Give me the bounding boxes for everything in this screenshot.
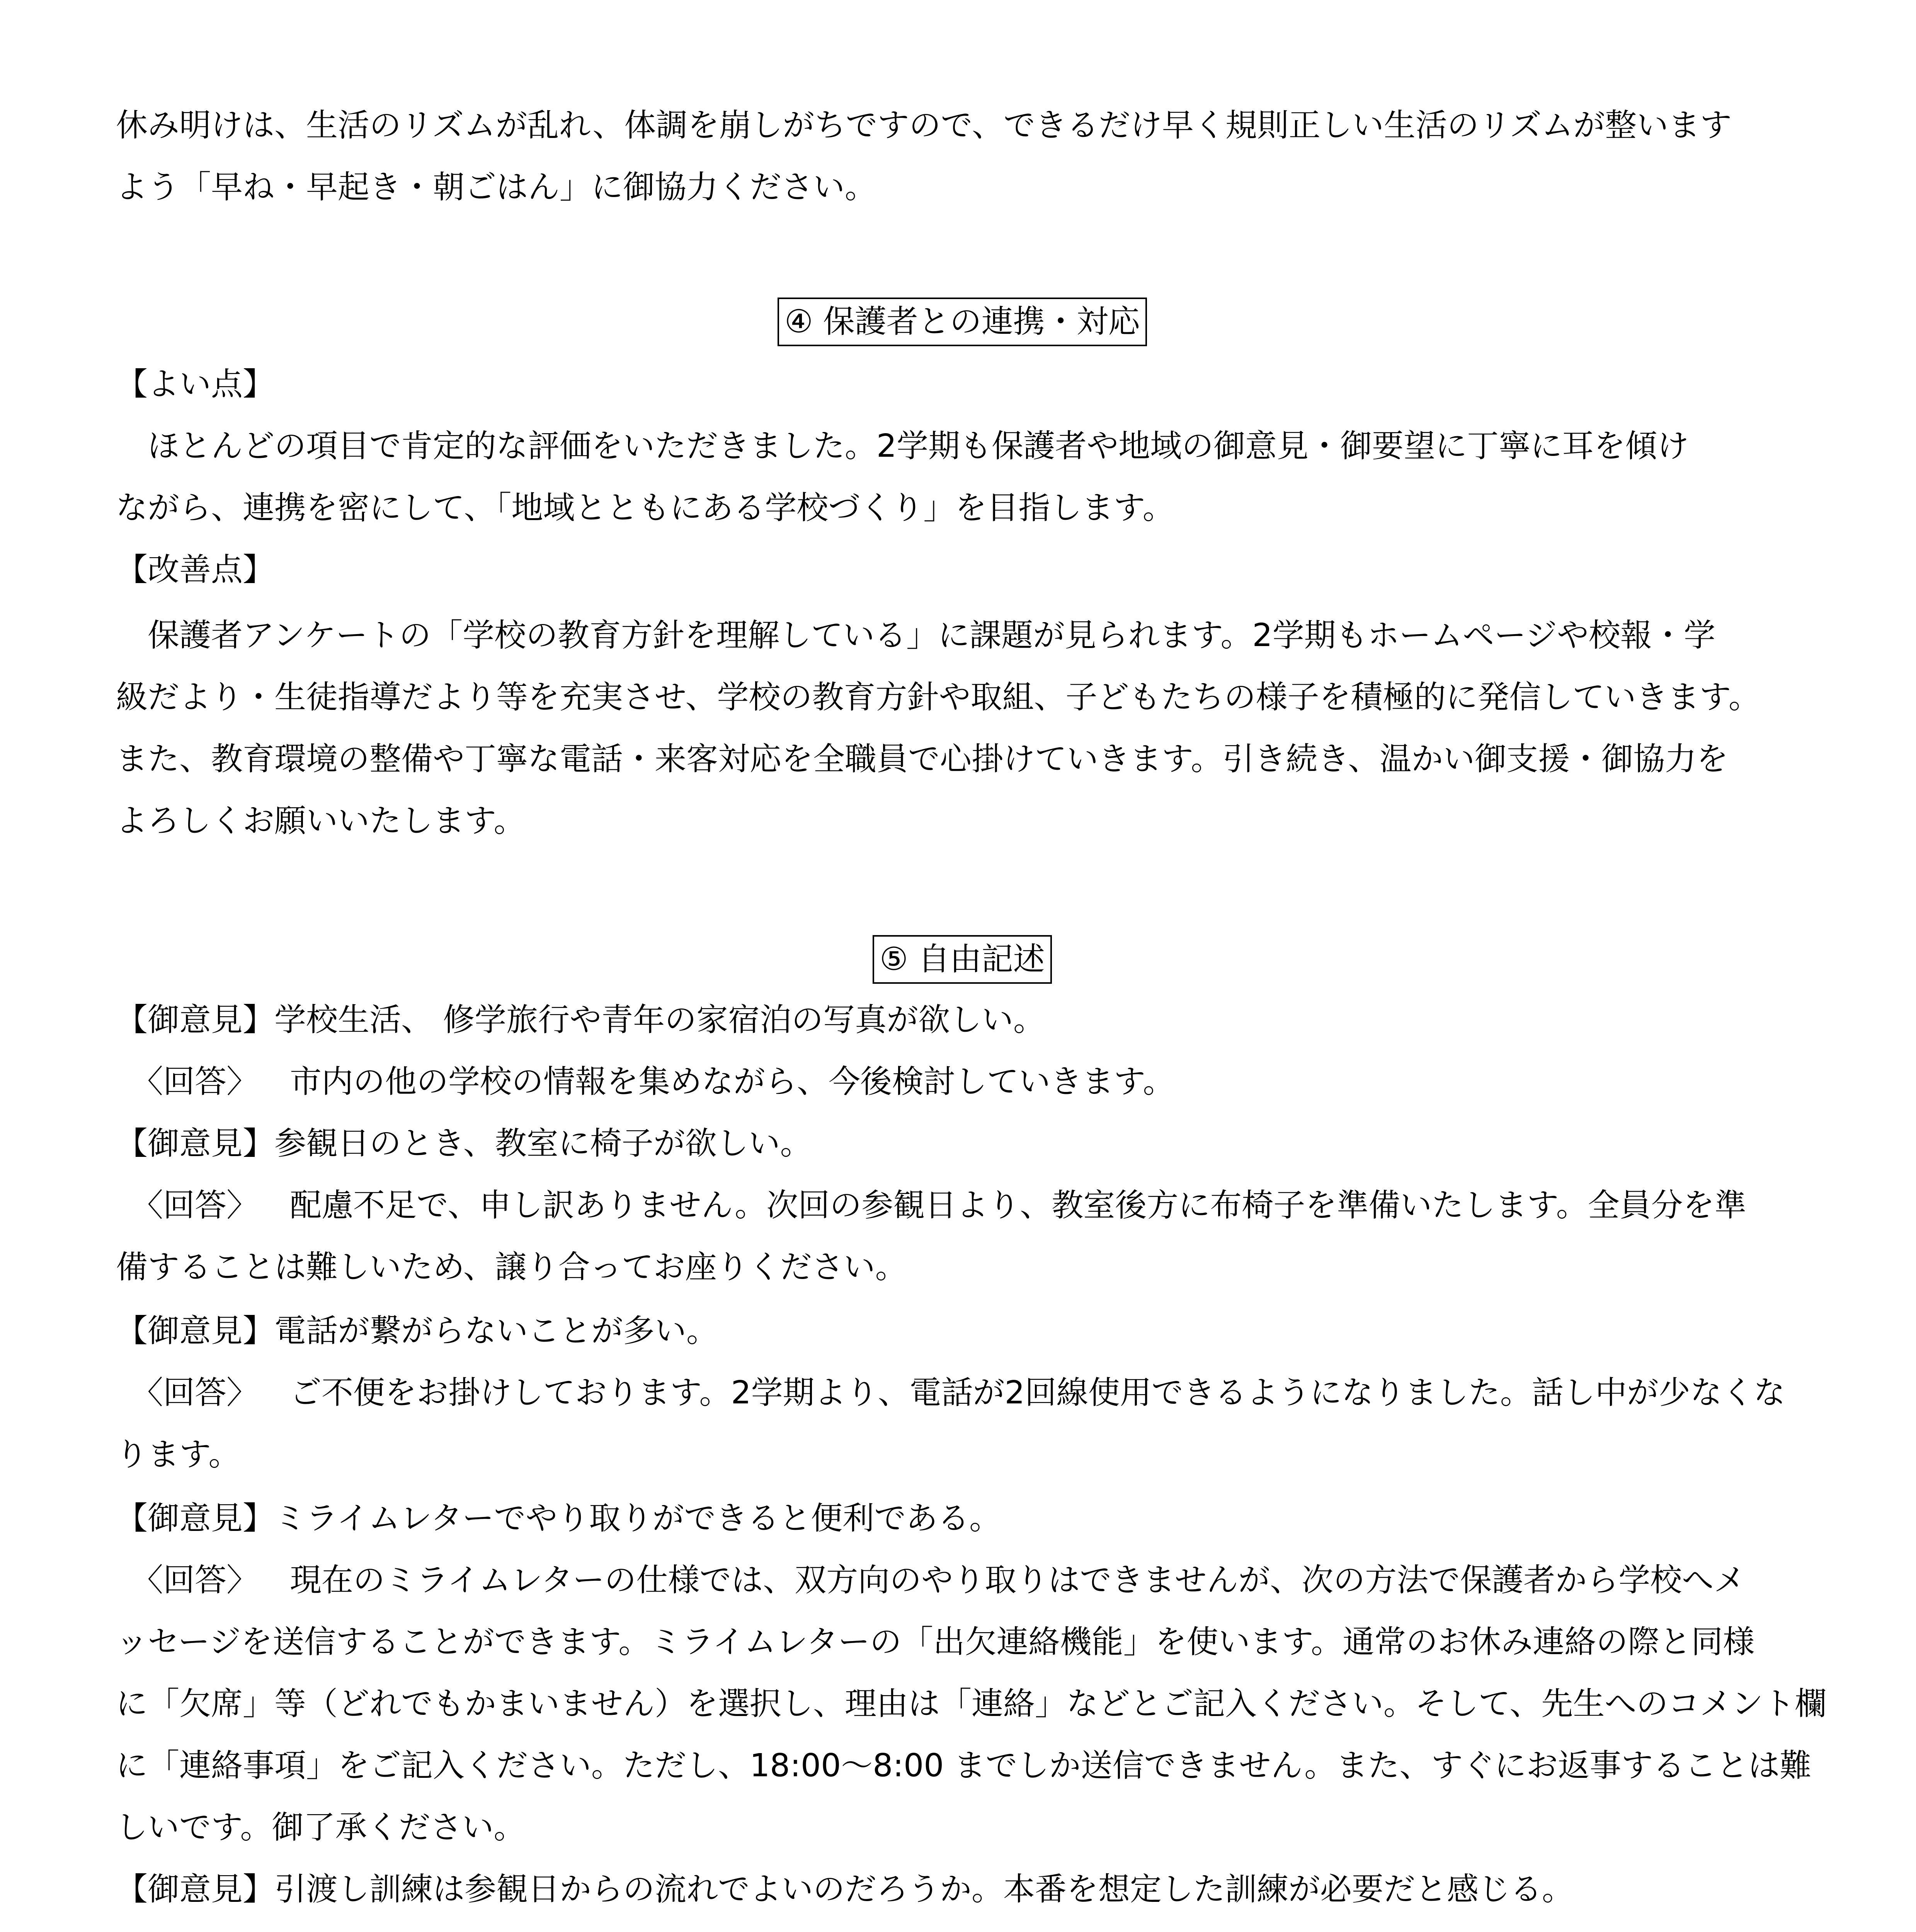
- opinion-text: 学校生活、 修学旅行や青年の家宿泊の写真が欲しい。: [274, 1002, 1045, 1038]
- opinion-label: 【御意見】: [116, 1871, 275, 1908]
- section4-heading-row: [116, 298, 1809, 344]
- section4-heading: ④ 保護者との連携・対応: [778, 298, 1147, 346]
- answer-text: 現在のミライムレターの仕様では、双方向のやり取りはできませんが、次の方法で保護者から学校へメ: [290, 1562, 1746, 1599]
- answer-3-line-2: ります。: [116, 1436, 240, 1473]
- answer-2-line-1: [116, 1182, 1809, 1229]
- intro-line-1: 休み明けは、生活のリズムが乱れ、体調を崩しがちですので、できるだけ早く規則正しい生活のリズムが整います: [116, 107, 1732, 144]
- opinion-text: 引渡し訓練は参観日からの流れでよいのだろうか。本番を想定した訓練が必要だと感じる。: [274, 1871, 1574, 1908]
- good-points-line-1: ほとんどの項目で肯定的な評価をいただきました。2学期も保護者や地域の御意見・御要望に丁寧に耳を傾け: [116, 428, 1689, 464]
- opinion-label: 【御意見】: [116, 1500, 275, 1537]
- improvement-line-4: よろしくお願いいたします。: [116, 803, 526, 839]
- opinion-label: 【御意見】: [116, 1002, 275, 1038]
- answer-4-line-2: ッセージを送信することができます。ミライムレターの「出欠連絡機能」を使います。通常のお休み連絡の際と同様: [116, 1624, 1755, 1660]
- improvement-line-2: 級だより・生徒指導だより等を充実させ、学校の教育方針や取組、子どもたちの様子を積極的に発信していきます。: [116, 679, 1760, 716]
- answer-text: 配慮不足で、申し訳ありません。次回の参観日より、教室後方に布椅子を準備いたします。全員分を準: [290, 1187, 1746, 1224]
- answer-3-line-1: [116, 1370, 1809, 1416]
- improvement-label: 【改善点】: [116, 551, 275, 588]
- opinion-3: [116, 1308, 1809, 1354]
- good-points-line-2: ながら、連携を密にして、「地域とともにある学校づくり」を目指します。: [116, 490, 1174, 526]
- answer-text: 市内の他の学校の情報を集めながら、今後検討していきます。: [290, 1063, 1175, 1100]
- opinion-text: 参観日のとき、教室に椅子が欲しい。: [274, 1125, 812, 1162]
- answer-text: ご不便をお掛けしております。2学期より、電話が2回線使用できるようになりました。話し中が少なくな: [290, 1374, 1785, 1411]
- answer-label: 〈回答〉: [131, 1562, 259, 1599]
- document-page: [116, 0, 1827, 1932]
- answer-4-line-4: に「連絡事項」をご記入ください。ただし、18:00～8:00 までしか送信できません。また、すぐにお返事することは難: [116, 1747, 1812, 1784]
- opinion-text: 電話が繋がらないことが多い。: [274, 1313, 718, 1349]
- answer-label: 〈回答〉: [131, 1187, 259, 1224]
- opinion-label: 【御意見】: [116, 1125, 275, 1162]
- opinion-text: ミライムレターでやり取りができると便利である。: [274, 1500, 1001, 1537]
- answer-label: [116, 1928, 258, 1932]
- opinion-4: [116, 1495, 1809, 1542]
- answer-label: 〈回答〉: [131, 1063, 259, 1100]
- answer-1-line-1: [116, 1059, 1809, 1105]
- opinion-1: [116, 997, 1809, 1043]
- answer-4-line-1: [116, 1557, 1809, 1604]
- good-points-label: 【よい点】: [116, 366, 275, 403]
- answer-label: 〈回答〉: [131, 1374, 259, 1411]
- answer-4-line-3: に「欠席」等（どれでもかまいません）を選択し、理由は「連絡」などとご記入ください。そして、先生へのコメント欄: [116, 1685, 1827, 1722]
- section5-heading: ⑤ 自由記述: [873, 935, 1052, 984]
- improvement-line-1: 保護者アンケートの「学校の教育方針を理解している」に課題が見られます。2学期もホームページや校報・学: [116, 617, 1716, 654]
- opinion-2: [116, 1121, 1809, 1167]
- opinion-label: 【御意見】: [116, 1313, 275, 1349]
- opinion-5: [116, 1866, 1809, 1913]
- section5-heading-row: [116, 935, 1809, 981]
- answer-4-line-5: しいです。御了承ください。: [116, 1809, 526, 1846]
- improvement-line-3: また、教育環境の整備や丁寧な電話・来客対応を全職員で心掛けていきます。引き続き、温かい御支援・御協力を: [116, 741, 1729, 777]
- answer-2-line-2: 備することは難しいため、譲り合ってお座りください。: [116, 1249, 907, 1286]
- answer-5-line-1: [116, 1928, 1809, 1932]
- intro-line-2: よう「早ね・早起き・朝ごはん」に御協力ください。: [116, 169, 877, 206]
